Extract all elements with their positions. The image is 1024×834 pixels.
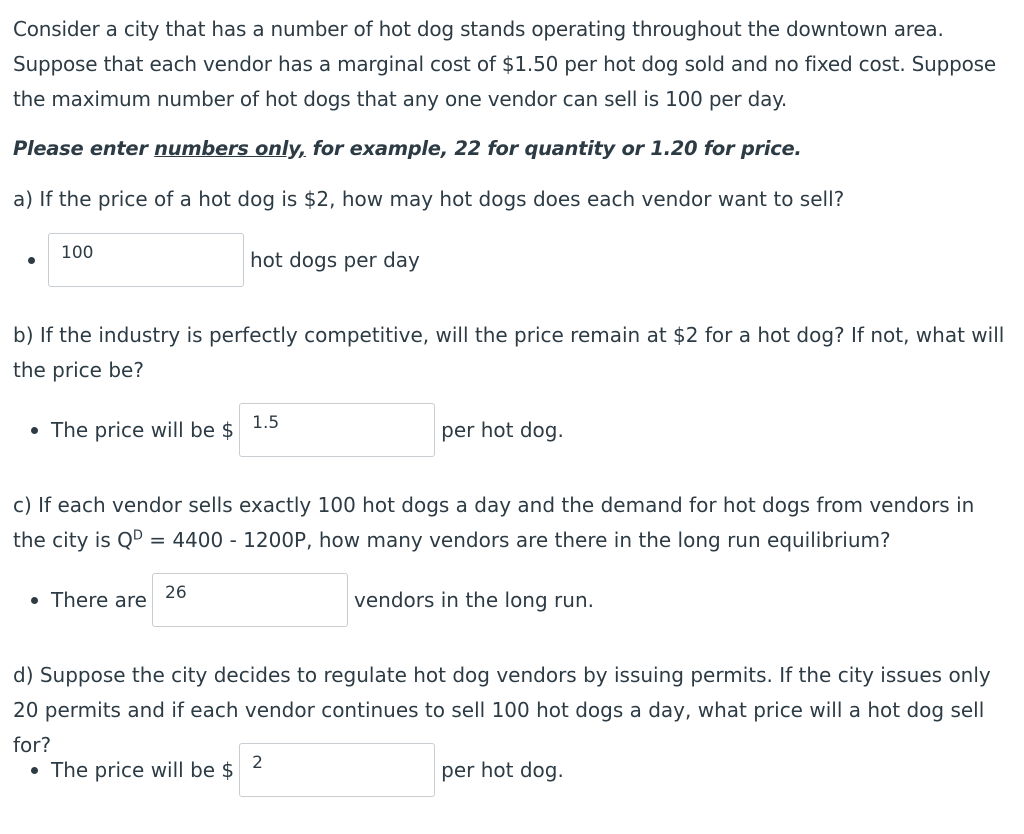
instructions-after: for example, 22 for quantity or 1.20 for price. xyxy=(306,137,802,160)
answer-b-prefix: The price will be $ xyxy=(51,418,235,442)
bullet-icon xyxy=(28,257,35,264)
question-c-text xyxy=(13,488,1013,558)
question-c-before: c) If each vendor sells exactly 100 hot dogs a day and the demand for hot dogs from vendors in the city is Q xyxy=(13,493,975,552)
answer-row-b xyxy=(31,403,564,457)
answer-c-input[interactable] xyxy=(152,573,348,627)
bullet-icon xyxy=(31,597,38,604)
answer-d-suffix: per hot dog. xyxy=(441,758,564,782)
instructions-underlined: numbers only, xyxy=(154,137,307,160)
question-d-text: d) Suppose the city decides to regulate hot dog vendors by issuing permits. If the city issues only 20 permits and if each vendor continues to sell 100 hot dogs a day, what price will a hot dog sell for? xyxy=(13,663,991,757)
question-c-superscript: D xyxy=(132,528,143,544)
answer-d-input[interactable] xyxy=(239,743,435,797)
question-a-text: a) If the price of a hot dog is $2, how may hot dogs does each vendor want to sell? xyxy=(13,187,845,211)
question-b-text: b) If the industry is perfectly competitive, will the price remain at $2 for a hot dog? If not, what will the price be? xyxy=(13,323,1005,382)
bullet-icon xyxy=(31,427,38,434)
answer-c-suffix: vendors in the long run. xyxy=(354,588,594,612)
answer-a-suffix: hot dogs per day xyxy=(250,248,420,272)
instructions xyxy=(13,131,1013,166)
answer-d-prefix: The price will be $ xyxy=(51,758,235,782)
answer-a-input[interactable] xyxy=(48,233,244,287)
answer-c-prefix: There are xyxy=(51,588,147,612)
answer-row-a xyxy=(28,233,420,287)
instructions-before: Please enter xyxy=(13,137,155,160)
answer-row-c xyxy=(31,573,594,627)
question-c-after: = 4400 - 1200P, how many vendors are there in the long run equilibrium? xyxy=(142,528,891,552)
bullet-icon xyxy=(31,767,38,774)
answer-b-suffix: per hot dog. xyxy=(441,418,564,442)
intro-paragraph: Consider a city that has a number of hot dog stands operating throughout the downtown area. Suppose that each vendor has a marginal cost of $1.50 per hot dog sold and no fixed cost. Suppose the maximum number of hot dogs that any one vendor can sell is 100 per day. xyxy=(13,17,997,111)
answer-row-d xyxy=(31,743,564,797)
answer-b-input[interactable] xyxy=(239,403,435,457)
